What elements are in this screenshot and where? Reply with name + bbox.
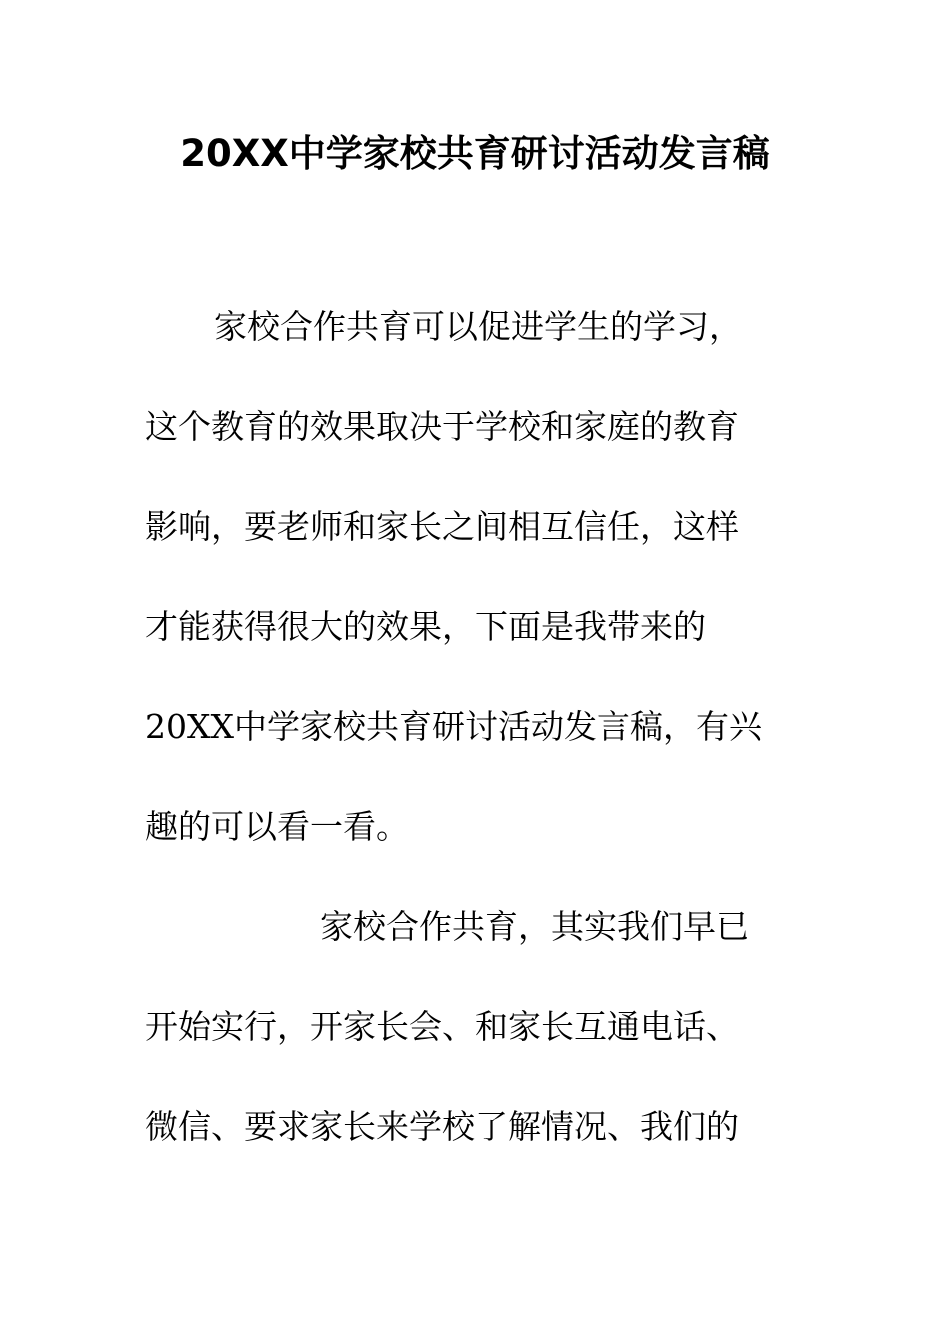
paragraph-line: 家校合作共育可以促进学生的学习， [214,307,742,346]
paragraph-line: 趣的可以看一看。 [145,807,409,846]
paragraph-line: 这个教育的效果取决于学校和家庭的教育 [145,407,739,446]
paragraph-line: 20XX中学家校共育研讨活动发言稿，有兴 [145,707,762,746]
paragraph-line: 家校合作共育，其实我们早已 [320,907,749,946]
paragraph-line: 微信、要求家长来学校了解情况、我们的 [145,1107,739,1146]
paragraph-line: 开始实行，开家长会、和家长互通电话、 [145,1007,739,1046]
paragraph-line: 才能获得很大的效果，下面是我带来的 [145,607,706,646]
paragraph-line: 影响，要老师和家长之间相互信任，这样 [145,507,739,546]
document-title: 20XX中学家校共育研讨活动发言稿 [180,132,770,175]
